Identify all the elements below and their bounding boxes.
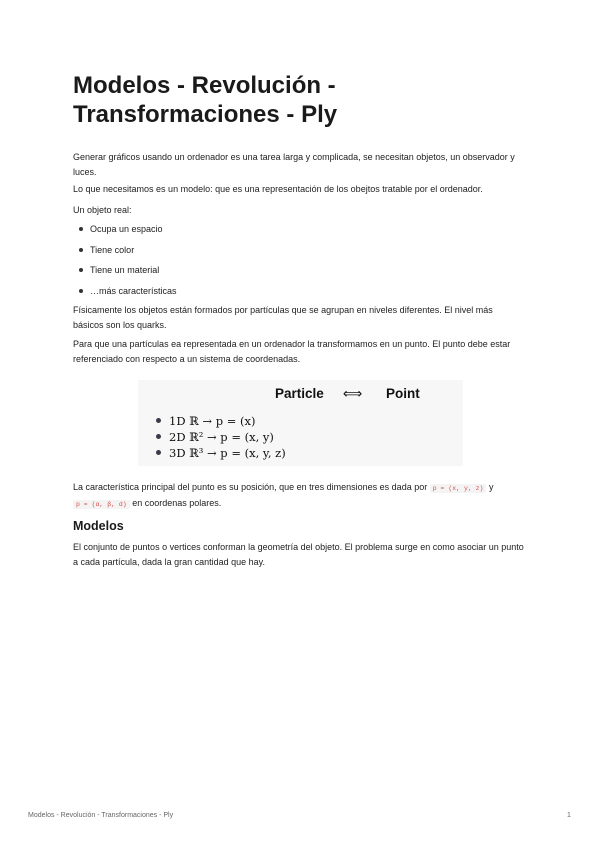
figure-row-text: 2D ℝ² → p = (x, y) [169,430,274,444]
model-paragraph: Lo que necesitamos es un modelo: que es una representación de los obejtos tratable por el ordenador. [73,184,483,194]
list-item: Tiene un material [73,263,177,284]
particle-point-figure [138,380,463,466]
properties-list [73,222,177,304]
footer-title: Modelos - Revolución - Transformaciones - Ply [28,812,174,819]
figure-particle-label: Particle [275,386,324,401]
double-arrow-icon: ⟺ [343,386,363,401]
real-object-paragraph: Un objeto real: [73,205,132,215]
position-paragraph [73,480,525,512]
figure-row-text: 3D ℝ³ → p = (x, y, z) [169,446,286,460]
inline-code-cartesian: p = (x, y, z) [430,484,487,493]
inline-code-polar: p = (α, β, d) [73,500,130,509]
figure-row-3d [156,446,286,460]
point-paragraph: Para que una partículas ea representada en un ordenador la transformamos en un punto. El punto debe estar referenciado con respecto a un sistema de coordenadas. [73,339,511,364]
position-text-a: La característica principal del punto es su posición, que en tres dimensiones es dada por [73,482,428,492]
page-title: Modelos - Revolución - Transformaciones - Ply [73,72,338,128]
position-text-b: en coordenas polares. [132,498,222,508]
list-item: …más características [73,284,177,305]
footer-page-number: 1 [567,812,571,819]
list-item: Ocupa un espacio [73,222,177,243]
particles-paragraph: Físicamente los objetos están formados por partículas que se agrupan en niveles diferentes. El nivel más básicos son los quarks. [73,305,493,330]
modelos-paragraph: El conjunto de puntos o vertices conforman la geometría del objeto. El problema surge en como asociar un punto a cada partícula, dada la gran cantidad que hay. [73,542,524,567]
bullet-dot-icon [156,450,161,455]
figure-row-1d [156,414,255,428]
figure-row-2d [156,430,274,444]
list-item: Tiene color [73,243,177,264]
bullet-dot-icon [156,418,161,423]
intro-paragraph: Generar gráficos usando un ordenador es una tarea larga y complicada, se necesitan objetos, un observador y luces. [73,152,515,177]
figure-row-text: 1D ℝ → p = (x) [169,414,256,428]
position-text-y: y [488,482,494,492]
figure-point-label: Point [386,386,420,401]
bullet-dot-icon [156,434,161,439]
section-heading-modelos: Modelos [73,519,124,533]
